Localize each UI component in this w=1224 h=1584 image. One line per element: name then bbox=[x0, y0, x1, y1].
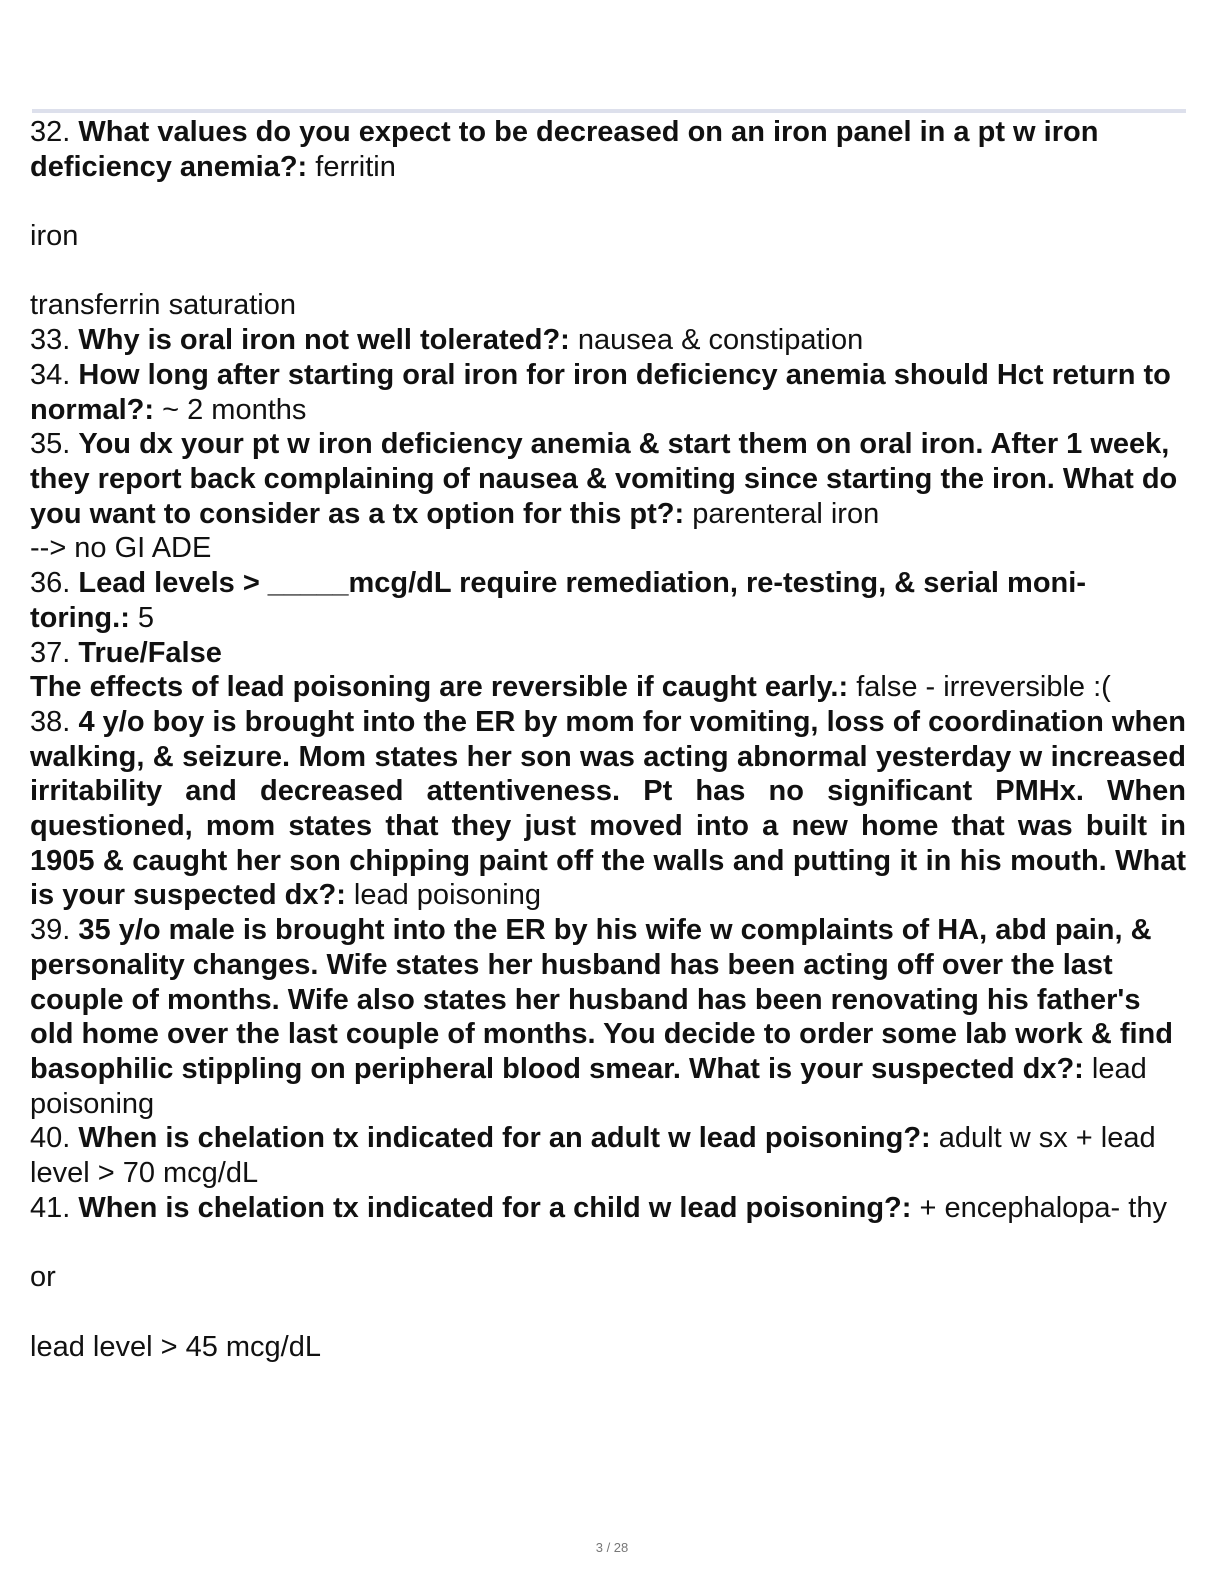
blank-line bbox=[30, 1295, 1186, 1330]
card-number: 36. bbox=[30, 567, 71, 600]
card-question: How long after starting oral iron for iron deficiency anemia should Hct return to normal?: bbox=[30, 358, 1171, 426]
card-question: Lead levels > _____mcg/dL require remediation, re-testing, & serial moni- toring.: bbox=[30, 567, 1086, 634]
blank-line bbox=[30, 184, 1186, 219]
card-answer: parenteral iron bbox=[692, 497, 880, 530]
card-37 bbox=[30, 636, 1186, 705]
card-question-heading: True/False bbox=[78, 636, 222, 669]
card-number: 40. bbox=[30, 1122, 71, 1155]
card-answer: 5 bbox=[137, 601, 155, 634]
flashcard-list bbox=[30, 115, 1186, 1364]
card-number: 39. bbox=[30, 914, 71, 947]
card-number: 41. bbox=[30, 1191, 71, 1224]
card-question: 4 y/o boy is brought into the ER by mom for vomiting, loss of coordination when walking, & seizure. Mom states her son was acting abnormal yesterday w increased irritability and decreased attentiveness. Pt has no significant PMHx. When questioned, mom states that they just moved into a new home that was built in 1905 & caught her son chipping paint off the walls and putting it in his mouth. What is your suspected dx?: bbox=[30, 705, 1186, 912]
card-answer-line: --> no GI ADE bbox=[30, 532, 212, 565]
card-question: The effects of lead poisoning are reversible if caught early.: bbox=[30, 671, 849, 704]
card-question: You dx your pt w iron deficiency anemia & start them on oral iron. After 1 week, they report back complaining of nausea & vomiting since starting the iron. What do you want to consider as a tx option for this pt?: bbox=[30, 428, 1178, 530]
card-answer: ~ 2 months bbox=[162, 393, 307, 426]
card-35 bbox=[30, 427, 1186, 566]
card-question: What values do you expect to be decreased on an iron panel in a pt w iron deficiency anemia?: bbox=[30, 116, 1099, 183]
card-39 bbox=[30, 913, 1186, 1121]
card-number: 32. bbox=[30, 116, 71, 148]
card-question: When is chelation tx indicated for an adult w lead poisoning?: bbox=[78, 1122, 931, 1155]
card-32 bbox=[30, 115, 1186, 323]
card-answer-line: or bbox=[30, 1261, 56, 1294]
card-answer: + encephalopa- thy bbox=[919, 1191, 1167, 1224]
card-38 bbox=[30, 705, 1186, 913]
blank-line bbox=[30, 1225, 1186, 1260]
card-question: Why is oral iron not well tolerated?: bbox=[78, 324, 570, 357]
card-number: 34. bbox=[30, 358, 71, 391]
blank-line bbox=[30, 254, 1186, 289]
card-number: 35. bbox=[30, 428, 71, 461]
card-answer-line: transferrin saturation bbox=[30, 289, 296, 322]
card-answer: false - irreversible :( bbox=[856, 671, 1111, 704]
card-answer-line: lead level > 45 mcg/dL bbox=[30, 1330, 321, 1363]
card-question: When is chelation tx indicated for a child w lead poisoning?: bbox=[78, 1191, 912, 1224]
card-answer: ferritin bbox=[315, 150, 396, 183]
card-41 bbox=[30, 1191, 1186, 1364]
card-answer: lead poisoning bbox=[30, 1052, 1147, 1120]
card-34 bbox=[30, 358, 1186, 427]
card-number: 33. bbox=[30, 324, 71, 357]
card-number: 37. bbox=[30, 636, 71, 669]
card-36 bbox=[30, 566, 1186, 635]
card-40 bbox=[30, 1121, 1186, 1190]
card-answer-line: iron bbox=[30, 220, 79, 253]
card-answer: adult w sx + lead level > 70 mcg/dL bbox=[30, 1122, 1156, 1190]
card-33 bbox=[30, 323, 1186, 358]
header-divider bbox=[32, 109, 1186, 113]
page-number: 3 / 28 bbox=[595, 1540, 629, 1555]
card-answer: nausea & constipation bbox=[577, 324, 864, 357]
card-answer: lead poisoning bbox=[353, 879, 541, 912]
card-question: 35 y/o male is brought into the ER by his wife w complaints of HA, abd pain, & personality changes. Wife states her husband has been acting off over the last couple of months. Wife also states her husband has been renovating his father's old home over the last couple of months. You decide to order some lab work & find basophilic stippling on peripheral blood smear. What is your suspected dx?: bbox=[30, 914, 1173, 1085]
card-number: 38. bbox=[30, 705, 71, 738]
